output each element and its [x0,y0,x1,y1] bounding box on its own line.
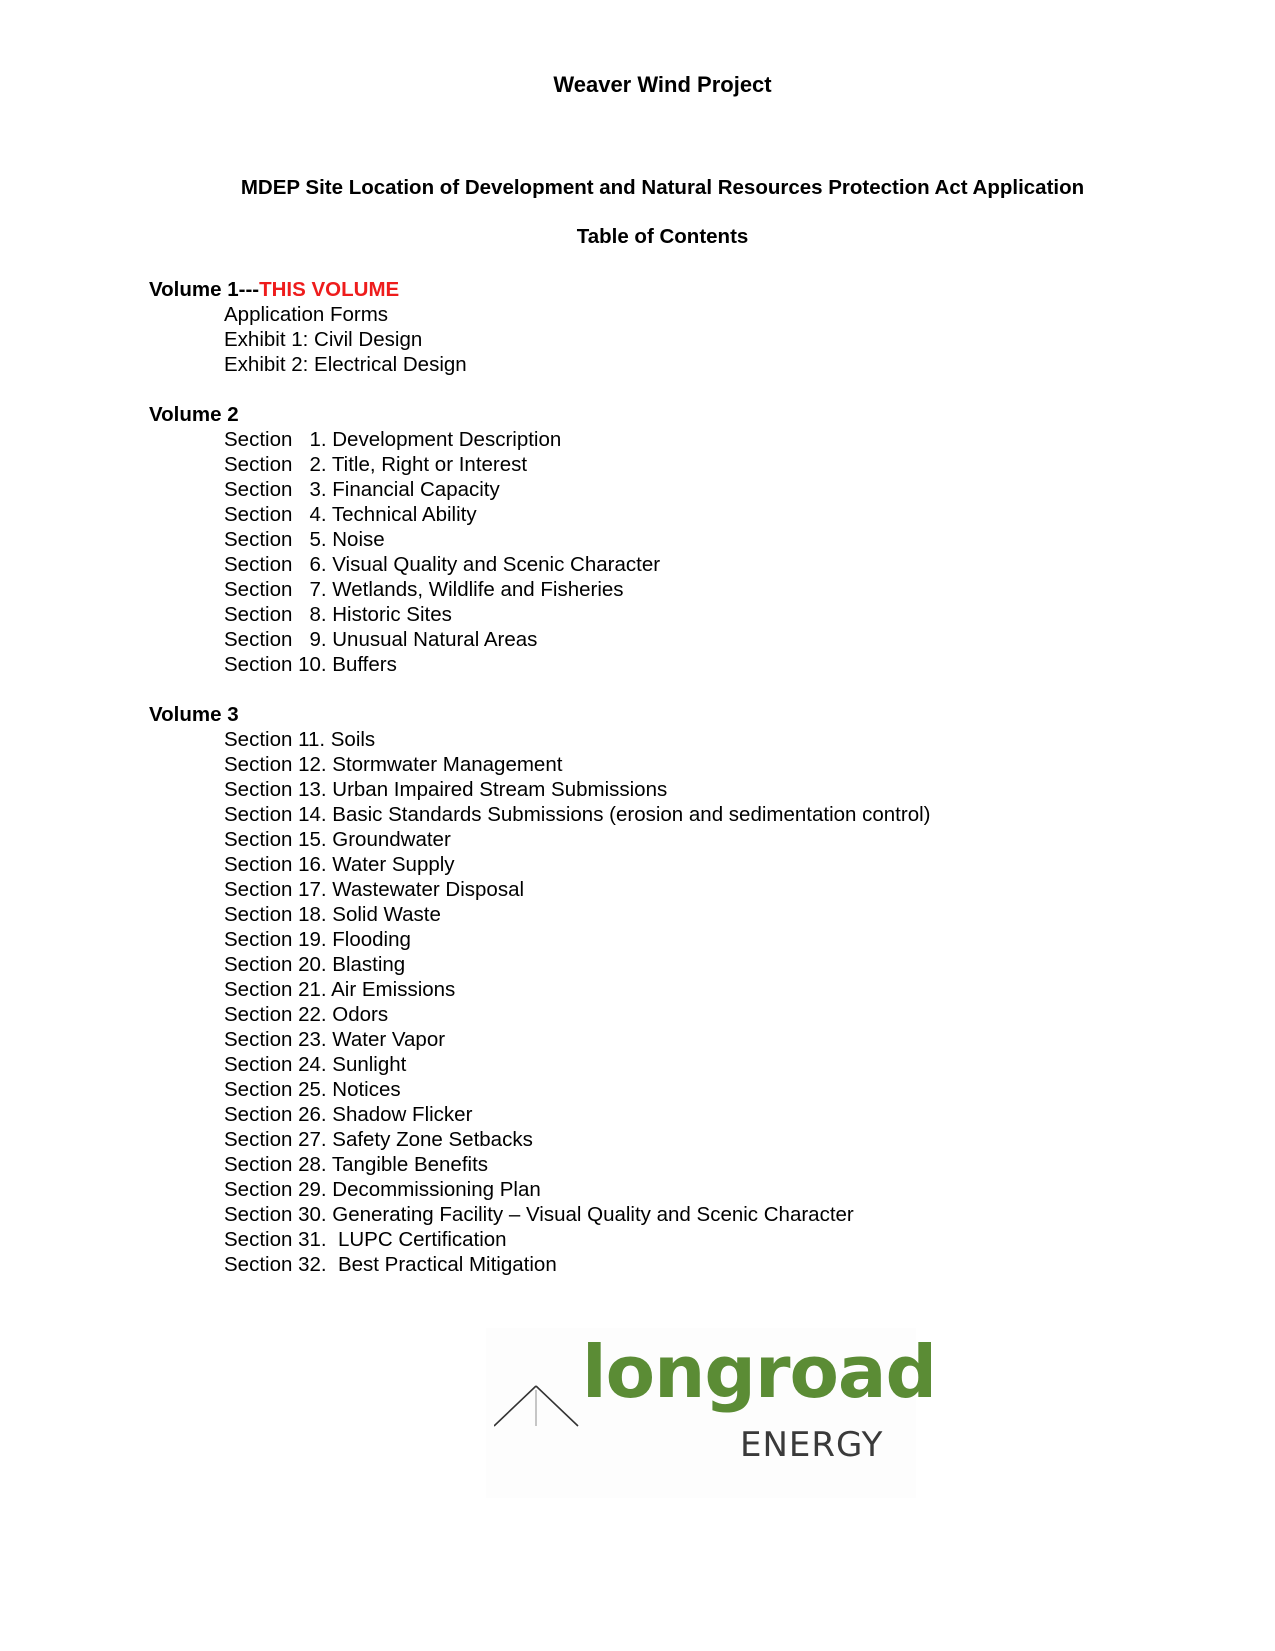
toc-entry: Section 1. Development Description [224,428,562,451]
volume-3-heading: Volume 3 [149,703,239,726]
toc-entry: Section 6. Visual Quality and Scenic Character [224,553,661,576]
toc-entry: Exhibit 2: Electrical Design [224,353,467,376]
toc-title: Table of Contents [576,225,749,248]
toc-entry: Section 17. Wastewater Disposal [224,878,525,901]
toc-entry: Section 22. Odors [224,1003,389,1026]
toc-entry: Section 12. Stormwater Management [224,753,563,776]
document-subtitle: MDEP Site Location of Development and Natural Resources Protection Act Application [240,176,1085,199]
volume-1 [149,277,467,377]
toc-entry: Section 26. Shadow Flicker [224,1103,473,1126]
volume-1-list [149,302,467,377]
toc-entry: Section 9. Unusual Natural Areas [224,628,538,651]
toc-entry: Section 7. Wetlands, Wildlife and Fisheries [224,578,624,601]
toc-entry: Section 25. Notices [224,1078,401,1101]
this-volume-highlight: THIS VOLUME [259,278,400,301]
toc-entry: Section 3. Financial Capacity [224,478,500,501]
road-perspective-icon [494,1384,586,1428]
toc-entry: Section 8. Historic Sites [224,603,452,626]
toc-entry: Section 10. Buffers [224,653,397,676]
toc-entry: Section 19. Flooding [224,928,411,951]
toc-entry: Exhibit 1: Civil Design [224,328,423,351]
toc-entry: Section 27. Safety Zone Setbacks [224,1128,533,1151]
volume-1-label: Volume 1--- [149,278,260,301]
toc-entry: Section 18. Solid Waste [224,903,441,926]
volume-2 [149,402,660,677]
toc-entry: Section 14. Basic Standards Submissions (erosion and sedimentation control) [224,803,931,826]
longroad-energy-logo [486,1328,937,1498]
document-title: Weaver Wind Project [553,72,772,97]
toc-entry: Section 31. LUPC Certification [224,1228,507,1251]
toc-entry: Section 30. Generating Facility – Visual Quality and Scenic Character [224,1203,854,1226]
volume-2-heading: Volume 2 [149,403,239,426]
toc-entry: Section 24. Sunlight [224,1053,407,1076]
logo-energy-text: ENERGY [740,1425,884,1465]
toc-entry: Section 28. Tangible Benefits [224,1153,489,1176]
toc-entry: Section 29. Decommissioning Plan [224,1178,541,1201]
toc-entry: Application Forms [224,303,389,326]
volume-2-list [149,427,660,677]
toc-entry: Section 2. Title, Right or Interest [224,453,528,476]
toc-entry: Section 16. Water Supply [224,853,455,876]
toc-entry: Section 15. Groundwater [224,828,451,851]
volume-1-heading [149,277,467,302]
toc-entry: Section 21. Air Emissions [224,978,456,1001]
logo-wordmark: longroad [582,1330,937,1414]
toc-entry: Section 32. Best Practical Mitigation [224,1253,557,1276]
toc-entry: Section 20. Blasting [224,953,406,976]
toc-entry: Section 23. Water Vapor [224,1028,446,1051]
toc-entry: Section 13. Urban Impaired Stream Submissions [224,778,668,801]
toc-entry: Section 11. Soils [224,728,376,751]
toc-entry: Section 4. Technical Ability [224,503,477,526]
toc-entry: Section 5. Noise [224,528,385,551]
volume-3 [149,702,931,1277]
volume-3-list [149,727,931,1277]
